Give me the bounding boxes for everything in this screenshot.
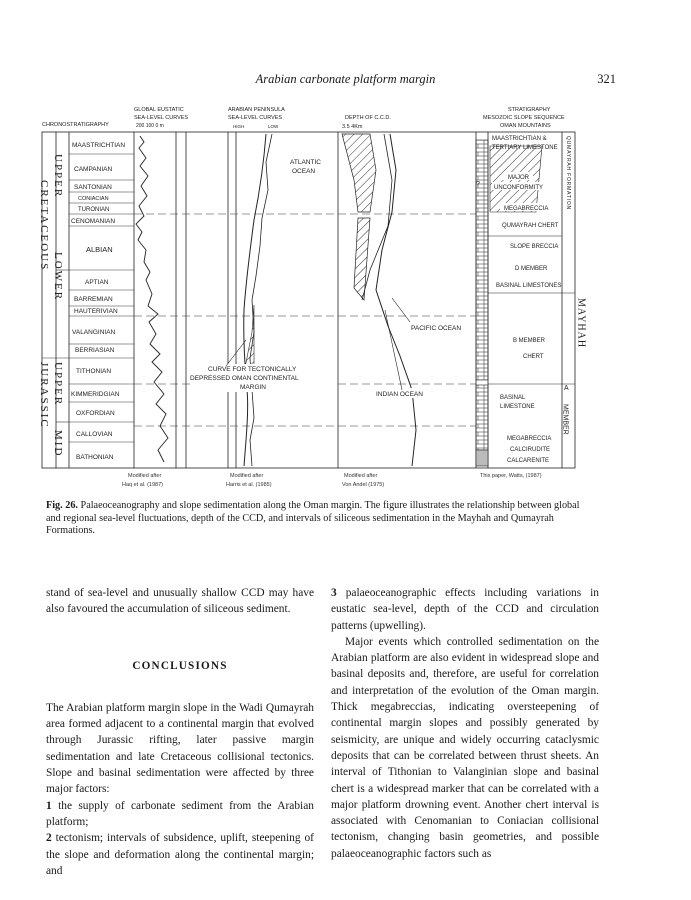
unit-tertiary-limestone: TERTIARY LIMESTONE bbox=[492, 145, 558, 151]
left-paragraph-2: The Arabian platform margin slope in the Wadi Qumayrah area formed adjacent to a continental margin that evolved through Jurassic rifting, later passive margin sedimentation and late Cretaceous collisional tectonics. Slope and basinal sedimentation were affected by three major factors: bbox=[46, 701, 314, 796]
hdr-strat-1: STRATIGRAPHY bbox=[508, 107, 551, 113]
source-2b: Harris et al. (1985) bbox=[226, 482, 272, 488]
unit-calcirudite: CALCIRUDITE bbox=[510, 447, 551, 453]
system-jurassic: JURASSIC bbox=[38, 362, 50, 429]
stage-coniacian: CONIACIAN bbox=[78, 196, 109, 202]
section-heading-conclusions: CONCLUSIONS bbox=[132, 659, 228, 672]
label-ocean: OCEAN bbox=[292, 168, 316, 175]
stage-berriasian: BERRIASIAN bbox=[75, 347, 115, 354]
stage-cenomanian: CENOMANIAN bbox=[71, 218, 116, 225]
stage-barremian: BARREMIAN bbox=[74, 296, 113, 303]
source-1a: Modified after bbox=[128, 473, 162, 479]
member-a-word: MEMBER bbox=[561, 404, 569, 435]
factor-3 bbox=[331, 585, 599, 634]
hdr-ccd-scale: 3.5 4Km bbox=[342, 124, 363, 130]
label-indian-ocean: INDIAN OCEAN bbox=[376, 391, 423, 398]
series-upper-cretaceous: UPPER bbox=[52, 154, 64, 199]
ccd-siliceous-interval-lower bbox=[354, 218, 370, 300]
source-2a: Modified after bbox=[230, 473, 264, 479]
unit-d-member: D MEMBER bbox=[515, 266, 548, 272]
source-3b: Von Andel (1975) bbox=[342, 482, 385, 488]
hdr-arabian-2: SEA-LEVEL CURVES bbox=[228, 115, 283, 121]
label-atlantic: ATLANTIC bbox=[290, 159, 321, 166]
factor-1-text: the supply of carbonate sediment from the Arabian platform; bbox=[46, 799, 314, 828]
stratigraphy-chart bbox=[40, 100, 600, 495]
series-upper-jurassic: UPPER bbox=[52, 362, 64, 407]
factor-2-number: 2 bbox=[46, 832, 52, 845]
unit-limestone: LIMESTONE bbox=[500, 404, 535, 410]
pacific-ccd-curve bbox=[376, 134, 416, 466]
arabian-sealevel-curve bbox=[244, 134, 266, 466]
formation-qumayrah: QUMAYRAH FORMATION bbox=[565, 136, 571, 210]
hdr-strat-3: OMAN MOUNTAINS bbox=[500, 123, 551, 129]
unit-basinal-limestones: BASINAL LIMESTONES bbox=[496, 283, 562, 289]
factor-2-text: tectonism; intervals of subsidence, uplift, steepening of the slope and deformation along the continental margin; and bbox=[46, 832, 314, 877]
stage-valanginian: VALANGINIAN bbox=[72, 329, 116, 336]
series-middle-jurassic: MID bbox=[52, 430, 64, 458]
label-curve-1: CURVE FOR TECTONICALLY bbox=[208, 366, 297, 373]
unit-unconformity: UNCONFORMITY bbox=[494, 185, 543, 191]
hdr-arabian-low: LOW bbox=[268, 124, 279, 129]
caption-label: Fig. 26. bbox=[46, 500, 78, 511]
source-3a: Modified after bbox=[344, 473, 378, 479]
figure-26 bbox=[40, 100, 600, 495]
series-lower-cretaceous: LOWER bbox=[52, 252, 64, 302]
arabian-sealevel-curve-2 bbox=[250, 134, 272, 466]
hdr-global-scale: 200 100 0 m bbox=[136, 123, 164, 129]
ccd-siliceous-interval-upper bbox=[342, 134, 376, 212]
hdr-global-1: GLOBAL EUSTATIC bbox=[134, 107, 184, 113]
unit-b-member: B MEMBER bbox=[513, 338, 546, 344]
stage-aptian: APTIAN bbox=[85, 279, 109, 286]
hdr-arabian-high: HIGH bbox=[233, 124, 245, 129]
member-a-letter: A bbox=[564, 385, 569, 392]
hdr-chrono: CHRONOSTRATIGRAPHY bbox=[42, 122, 109, 128]
factor-1-number: 1 bbox=[46, 799, 52, 812]
source-4: This paper, Watts, (1987) bbox=[480, 473, 542, 479]
factor-3-number: 3 bbox=[331, 587, 337, 599]
stage-turonian: TURONIAN bbox=[78, 207, 110, 213]
figure-caption bbox=[46, 500, 594, 538]
label-curve-2: DEPRESSED OMAN CONTINENTAL bbox=[190, 375, 299, 382]
right-paragraph-2: Major events which controlled sedimentation on the Arabian platform are also evident in widespread slope and basinal deposits and, therefore, are useful for correlation and interpretation of the evolution of the Oman margin. Thick megabreccias, indicating oversteepening of continental margin slopes and possibly generated by seismicity, are unique and widely occurring cataclysmic deposits that can be correlated between thrust sheets. An interval of Tithonian to Valanginian slope and basinal chert is a widespread marker that can be correlated with a major platform drowning event. Another chert interval is associated with Cenomanian to Coniacian collisional tectonism, changing basin geometries, and possible palaeoceanographic factors such as bbox=[331, 635, 599, 860]
label-pacific-ocean: PACIFIC OCEAN bbox=[411, 325, 462, 332]
global-eustatic-curve bbox=[136, 136, 168, 462]
stage-hauterivian: HAUTERIVIAN bbox=[74, 308, 118, 315]
stage-campanian: CAMPANIAN bbox=[74, 166, 113, 173]
formation-mayhah: MAYHAH bbox=[575, 298, 587, 349]
label-curve-3: MARGIN bbox=[240, 384, 266, 391]
stage-oxfordian: OXFORDIAN bbox=[76, 410, 115, 417]
unit-slope-breccia: SLOPE BRECCIA bbox=[510, 244, 559, 250]
factor-3-text: palaeoceanographic effects including variations in eustatic sea-level, depth of the CCD and circulation patterns (upwelling). bbox=[331, 587, 599, 632]
stage-tithonian: TITHONIAN bbox=[76, 368, 112, 375]
factor-2 bbox=[46, 830, 314, 879]
factor-1 bbox=[46, 798, 314, 831]
stage-callovian: CALLOVIAN bbox=[76, 431, 113, 438]
unit-megabreccia-lower: MEGABRECCIA bbox=[507, 436, 552, 442]
unit-chert: CHERT bbox=[523, 354, 544, 360]
system-cretaceous: CRETACEOUS bbox=[38, 180, 50, 272]
left-column bbox=[46, 585, 314, 879]
unit-calcarenite: CALCARENITE bbox=[507, 458, 550, 464]
unit-maastrichtian: MAASTRICHTIAN & bbox=[492, 136, 547, 142]
page-number: 321 bbox=[597, 72, 616, 86]
hdr-ccd: DEPTH OF C.C.D. bbox=[345, 115, 391, 121]
hdr-strat-2: MESOZOIC SLOPE SEQUENCE bbox=[483, 115, 565, 121]
stage-santonian: SANTONIAN bbox=[74, 184, 112, 191]
stage-bathonian: BATHONIAN bbox=[76, 454, 114, 461]
left-paragraph-1: stand of sea-level and unusually shallow CCD may have also favoured the accumulation of siliceous sediment. bbox=[46, 587, 314, 616]
stage-albian: ALBIAN bbox=[86, 245, 113, 254]
unit-basinal: BASINAL bbox=[500, 395, 526, 401]
unit-major: MAJOR bbox=[508, 175, 529, 181]
running-head: Arabian carbonate platform margin bbox=[255, 72, 436, 86]
stage-kimmeridgian: KIMMERIDGIAN bbox=[71, 391, 120, 398]
query-mark: ? bbox=[476, 181, 480, 188]
right-column bbox=[331, 585, 599, 862]
source-1b: Haq et al. (1987) bbox=[122, 482, 163, 488]
hdr-global-2: SEA-LEVEL CURVES bbox=[134, 115, 189, 121]
unit-qumayrah-chert: QUMAYRAH CHERT bbox=[502, 223, 559, 229]
stage-maastrichtian: MAASTRICHTIAN bbox=[72, 142, 126, 149]
unit-megabreccia-upper: MEGABRECCIA bbox=[504, 206, 549, 212]
hdr-arabian-1: ARABIAN PENINSULA bbox=[228, 107, 285, 113]
caption-text: Palaeoceanography and slope sedimentation along the Oman margin. The figure illustrates the relationship between global and regional sea-level fluctuations, depth of the CCD, and intervals of siliceous sedimentation in the Mayhah and Qumayrah Formations. bbox=[46, 500, 580, 536]
